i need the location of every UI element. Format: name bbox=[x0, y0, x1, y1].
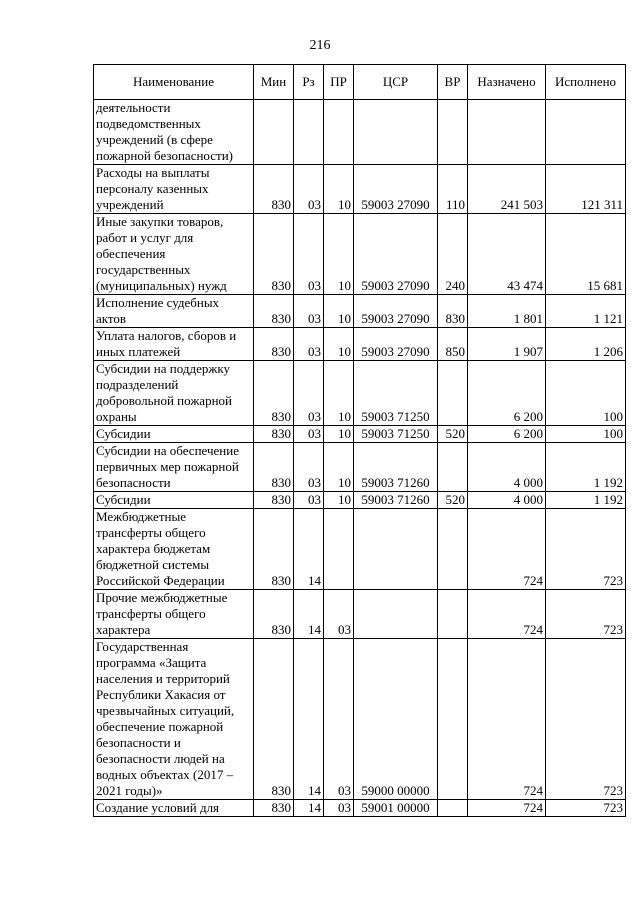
cell-min: 830 bbox=[254, 800, 294, 817]
cell-rz: 14 bbox=[294, 639, 324, 800]
cell-assigned: 6 200 bbox=[468, 361, 546, 426]
cell-min: 830 bbox=[254, 492, 294, 509]
table-row bbox=[94, 100, 626, 165]
cell-min: 830 bbox=[254, 509, 294, 590]
cell-assigned: 724 bbox=[468, 639, 546, 800]
table-row bbox=[94, 361, 626, 426]
cell-min: 830 bbox=[254, 295, 294, 328]
cell-vr bbox=[438, 509, 468, 590]
table-row bbox=[94, 590, 626, 639]
cell-rz: 14 bbox=[294, 800, 324, 817]
cell-executed bbox=[546, 100, 626, 165]
cell-name: Расходы на выплаты персоналу казенных учреждений bbox=[94, 165, 254, 214]
cell-name: Субсидии bbox=[94, 492, 254, 509]
cell-name: Субсидии bbox=[94, 426, 254, 443]
cell-executed: 1 206 bbox=[546, 328, 626, 361]
cell-name: Межбюджетные трансферты общего характера бюджетам бюджетной системы Российской Федерации bbox=[94, 509, 254, 590]
cell-executed: 1 121 bbox=[546, 295, 626, 328]
cell-rz: 03 bbox=[294, 361, 324, 426]
table-row bbox=[94, 426, 626, 443]
cell-name: Уплата налогов, сборов и иных платежей bbox=[94, 328, 254, 361]
cell-rz: 03 bbox=[294, 328, 324, 361]
cell-vr bbox=[438, 443, 468, 492]
cell-name: Субсидии на обеспечение первичных мер пожарной безопасности bbox=[94, 443, 254, 492]
cell-rz: 03 bbox=[294, 426, 324, 443]
cell-pr: 10 bbox=[324, 361, 354, 426]
cell-csr: 59000 00000 bbox=[354, 639, 438, 800]
cell-pr bbox=[324, 100, 354, 165]
cell-pr: 10 bbox=[324, 426, 354, 443]
header-pr: ПР bbox=[324, 65, 354, 100]
cell-vr bbox=[438, 361, 468, 426]
header-rz: Рз bbox=[294, 65, 324, 100]
header-name: Наименование bbox=[94, 65, 254, 100]
cell-csr: 59003 71250 bbox=[354, 361, 438, 426]
cell-min: 830 bbox=[254, 214, 294, 295]
cell-vr bbox=[438, 639, 468, 800]
table-row bbox=[94, 639, 626, 800]
table-row bbox=[94, 800, 626, 817]
table-row bbox=[94, 295, 626, 328]
table-row bbox=[94, 443, 626, 492]
cell-executed: 1 192 bbox=[546, 492, 626, 509]
cell-executed: 723 bbox=[546, 590, 626, 639]
cell-csr: 59003 27090 bbox=[354, 295, 438, 328]
cell-rz: 03 bbox=[294, 214, 324, 295]
cell-csr: 59003 71250 bbox=[354, 426, 438, 443]
cell-pr: 10 bbox=[324, 214, 354, 295]
cell-executed: 1 192 bbox=[546, 443, 626, 492]
cell-rz: 03 bbox=[294, 492, 324, 509]
table-row bbox=[94, 492, 626, 509]
cell-min: 830 bbox=[254, 639, 294, 800]
cell-executed: 121 311 bbox=[546, 165, 626, 214]
cell-name: Создание условий для bbox=[94, 800, 254, 817]
cell-name: Исполнение судебных актов bbox=[94, 295, 254, 328]
cell-vr bbox=[438, 800, 468, 817]
header-vr: ВР bbox=[438, 65, 468, 100]
cell-executed: 723 bbox=[546, 639, 626, 800]
cell-vr bbox=[438, 590, 468, 639]
cell-name: деятельности подведомственных учреждений (в сфере пожарной безопасности) bbox=[94, 100, 254, 165]
cell-csr: 59003 71260 bbox=[354, 492, 438, 509]
cell-pr: 10 bbox=[324, 443, 354, 492]
cell-assigned: 1 907 bbox=[468, 328, 546, 361]
cell-assigned: 241 503 bbox=[468, 165, 546, 214]
page-number: 216 bbox=[309, 38, 331, 53]
cell-min: 830 bbox=[254, 426, 294, 443]
cell-rz: 14 bbox=[294, 509, 324, 590]
cell-assigned: 43 474 bbox=[468, 214, 546, 295]
header-executed: Исполнено bbox=[546, 65, 626, 100]
table-row bbox=[94, 214, 626, 295]
cell-executed: 723 bbox=[546, 800, 626, 817]
header-assigned: Назначено bbox=[468, 65, 546, 100]
cell-name: Прочие межбюджетные трансферты общего характера bbox=[94, 590, 254, 639]
cell-pr bbox=[324, 509, 354, 590]
cell-assigned: 724 bbox=[468, 509, 546, 590]
cell-executed: 100 bbox=[546, 426, 626, 443]
cell-min: 830 bbox=[254, 590, 294, 639]
cell-csr: 59003 71260 bbox=[354, 443, 438, 492]
cell-rz: 03 bbox=[294, 295, 324, 328]
cell-pr: 03 bbox=[324, 590, 354, 639]
cell-csr bbox=[354, 509, 438, 590]
cell-name: Иные закупки товаров, работ и услуг для обеспечения государственных (муниципальных) нужд bbox=[94, 214, 254, 295]
cell-vr: 110 bbox=[438, 165, 468, 214]
cell-vr: 830 bbox=[438, 295, 468, 328]
cell-min: 830 bbox=[254, 361, 294, 426]
cell-assigned: 4 000 bbox=[468, 492, 546, 509]
table-header-row bbox=[94, 65, 626, 100]
cell-name: Субсидии на поддержку подразделений добровольной пожарной охраны bbox=[94, 361, 254, 426]
cell-vr: 520 bbox=[438, 426, 468, 443]
table-row bbox=[94, 328, 626, 361]
cell-assigned: 4 000 bbox=[468, 443, 546, 492]
cell-assigned: 724 bbox=[468, 590, 546, 639]
cell-pr: 10 bbox=[324, 295, 354, 328]
cell-csr: 59003 27090 bbox=[354, 328, 438, 361]
cell-vr bbox=[438, 100, 468, 165]
cell-pr: 03 bbox=[324, 639, 354, 800]
budget-table bbox=[93, 64, 626, 817]
table-body bbox=[94, 100, 626, 817]
cell-pr: 10 bbox=[324, 165, 354, 214]
cell-csr: 59003 27090 bbox=[354, 165, 438, 214]
cell-pr: 10 bbox=[324, 492, 354, 509]
header-min: Мин bbox=[254, 65, 294, 100]
cell-min: 830 bbox=[254, 165, 294, 214]
cell-rz bbox=[294, 100, 324, 165]
cell-executed: 15 681 bbox=[546, 214, 626, 295]
cell-min: 830 bbox=[254, 443, 294, 492]
cell-rz: 14 bbox=[294, 590, 324, 639]
table-row bbox=[94, 165, 626, 214]
cell-pr: 10 bbox=[324, 328, 354, 361]
cell-executed: 100 bbox=[546, 361, 626, 426]
table-row bbox=[94, 509, 626, 590]
cell-assigned: 724 bbox=[468, 800, 546, 817]
cell-pr: 03 bbox=[324, 800, 354, 817]
cell-assigned bbox=[468, 100, 546, 165]
cell-name: Государственная программа «Защита населения и территорий Республики Хакасия от чрезвычайных ситуаций, обеспечение пожарной безопасности и безопасности людей на водных объектах (2017 – 2021 годы)» bbox=[94, 639, 254, 800]
header-csr: ЦСР bbox=[354, 65, 438, 100]
cell-csr: 59001 00000 bbox=[354, 800, 438, 817]
cell-min bbox=[254, 100, 294, 165]
cell-vr: 520 bbox=[438, 492, 468, 509]
cell-vr: 850 bbox=[438, 328, 468, 361]
cell-rz: 03 bbox=[294, 443, 324, 492]
cell-rz: 03 bbox=[294, 165, 324, 214]
cell-csr bbox=[354, 100, 438, 165]
cell-assigned: 6 200 bbox=[468, 426, 546, 443]
cell-assigned: 1 801 bbox=[468, 295, 546, 328]
cell-vr: 240 bbox=[438, 214, 468, 295]
cell-min: 830 bbox=[254, 328, 294, 361]
cell-csr bbox=[354, 590, 438, 639]
cell-executed: 723 bbox=[546, 509, 626, 590]
cell-csr: 59003 27090 bbox=[354, 214, 438, 295]
